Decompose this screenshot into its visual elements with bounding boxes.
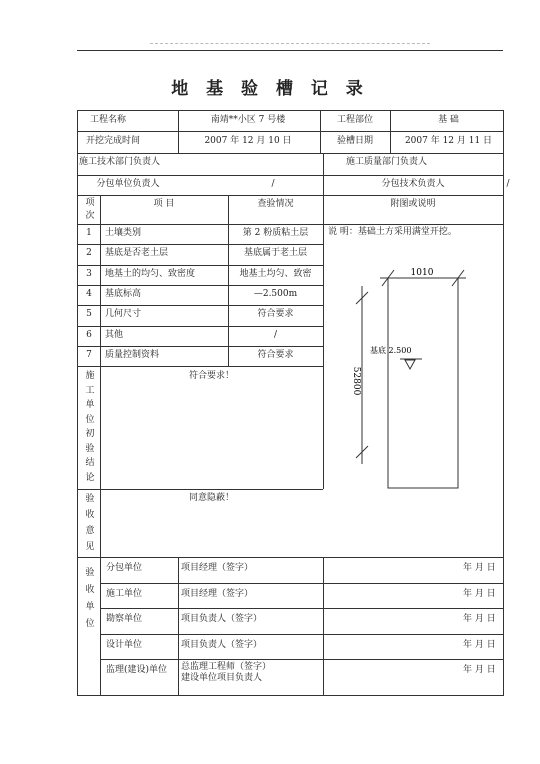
item-no: 1 bbox=[86, 228, 92, 238]
signature-divider bbox=[100, 608, 503, 609]
item-no: 6 bbox=[86, 329, 92, 340]
item-no: 3 bbox=[86, 268, 92, 279]
project-part-label: 工程部位 bbox=[336, 115, 373, 125]
top-rule bbox=[77, 50, 503, 51]
item-result: 基底属于老土层 bbox=[243, 248, 307, 259]
dig-complete-label: 开挖完成时间 bbox=[85, 136, 140, 146]
sub-tech-head-value: / bbox=[506, 179, 510, 189]
col-header-no: 项 次 bbox=[85, 198, 95, 221]
record-table bbox=[77, 110, 510, 696]
units-label: 验收单位 bbox=[85, 568, 95, 629]
signature-divider bbox=[100, 634, 503, 635]
note-text: 说 明：基础土方采用满堂开挖。 bbox=[328, 227, 457, 237]
project-name-value: 南靖**小区 7 号楼 bbox=[210, 115, 286, 125]
signature-unit: 分包单位 bbox=[106, 563, 143, 573]
item-result: 符合要求 bbox=[257, 349, 294, 360]
item-name: 几何尺寸 bbox=[105, 309, 142, 320]
foundation-diagram bbox=[340, 256, 490, 496]
signature-date: 年 月 日 bbox=[463, 665, 496, 675]
signature-date: 年 月 日 bbox=[463, 614, 496, 624]
item-no: 2 bbox=[86, 248, 92, 259]
item-result: 地基土均匀、致密 bbox=[239, 268, 312, 279]
signature-divider bbox=[100, 659, 503, 660]
acceptance-text: 同意隐蔽！ bbox=[189, 493, 235, 503]
item-no: 7 bbox=[86, 349, 92, 360]
col-header-result: 查验情况 bbox=[257, 199, 294, 209]
signature-divider bbox=[100, 583, 503, 584]
signature-unit: 设计单位 bbox=[106, 639, 143, 650]
item-name: 质量控制资料 bbox=[105, 349, 160, 360]
signature-date: 年 月 日 bbox=[463, 639, 496, 650]
quality-head-label: 施工质量部门负责人 bbox=[346, 157, 428, 167]
row-divider bbox=[78, 346, 323, 347]
elevation-triangle bbox=[405, 360, 415, 369]
item-result: —2.500m bbox=[253, 288, 298, 299]
elevation-label: 基底 2.500 bbox=[370, 346, 412, 355]
foundation-plan-rect bbox=[388, 278, 458, 488]
conclusion-label: 施工单位初验结论 bbox=[85, 371, 95, 483]
signature-role: 项目经理（签字） bbox=[181, 588, 254, 599]
signature-role: 项目负责人（签字） bbox=[181, 639, 263, 650]
col-header-diagram: 附图或说明 bbox=[390, 199, 436, 209]
signature-role: 项目负责人（签字） bbox=[181, 614, 263, 624]
row-divider bbox=[78, 305, 323, 306]
item-no: 4 bbox=[86, 288, 92, 299]
tech-head-label: 施工技术部门负责人 bbox=[79, 157, 161, 167]
sub-unit-head-label: 分包单位负责人 bbox=[96, 179, 160, 189]
length-dim-label: 52800 bbox=[351, 366, 361, 396]
signature-unit: 监理(建设)单位 bbox=[106, 665, 168, 675]
project-name-label: 工程名称 bbox=[89, 115, 126, 125]
sub-tech-head-label: 分包技术负责人 bbox=[381, 179, 445, 189]
item-result: / bbox=[273, 329, 278, 340]
width-dim-label: 1010 bbox=[410, 268, 434, 278]
signature-unit: 施工单位 bbox=[106, 588, 143, 599]
item-result: 符合要求 bbox=[257, 309, 294, 320]
top-rule-dashed bbox=[150, 43, 430, 44]
inspect-date-value: 2007 年 12 月 11 日 bbox=[404, 136, 493, 146]
page-title: 地 基 验 槽 记 录 bbox=[171, 79, 369, 99]
item-result: 第 2 粉质粘土层 bbox=[242, 228, 309, 238]
item-name: 土壤类别 bbox=[105, 228, 142, 238]
signature-unit: 勘察单位 bbox=[106, 614, 143, 624]
sub-unit-head-value: / bbox=[271, 179, 275, 189]
signature-role: 总监理工程师（签字） bbox=[181, 662, 272, 672]
row-divider bbox=[78, 326, 323, 327]
col-header-item: 项 目 bbox=[153, 199, 175, 209]
row-divider bbox=[78, 244, 323, 245]
project-part-value: 基 础 bbox=[438, 115, 459, 125]
item-name: 基底标高 bbox=[105, 288, 142, 299]
row-divider bbox=[78, 265, 323, 266]
row-divider bbox=[78, 285, 323, 286]
item-no: 5 bbox=[86, 309, 92, 320]
signature-date: 年 月 日 bbox=[463, 588, 496, 599]
signature-date: 年 月 日 bbox=[463, 563, 496, 573]
signature-role-secondary: 建设单位项目负责人 bbox=[181, 673, 263, 683]
conclusion-text: 符合要求！ bbox=[189, 371, 235, 381]
item-name: 其他 bbox=[105, 329, 124, 340]
signature-role: 项目经理（签字） bbox=[181, 563, 254, 573]
row-divider bbox=[78, 366, 323, 367]
acceptance-label: 验收意见 bbox=[85, 494, 95, 552]
inspect-date-label: 验槽日期 bbox=[336, 136, 373, 146]
item-name: 基底是否老土层 bbox=[105, 248, 169, 259]
dig-complete-date: 2007 年 12 月 10 日 bbox=[204, 136, 292, 146]
item-name: 地基土的均匀、致密度 bbox=[105, 268, 196, 279]
